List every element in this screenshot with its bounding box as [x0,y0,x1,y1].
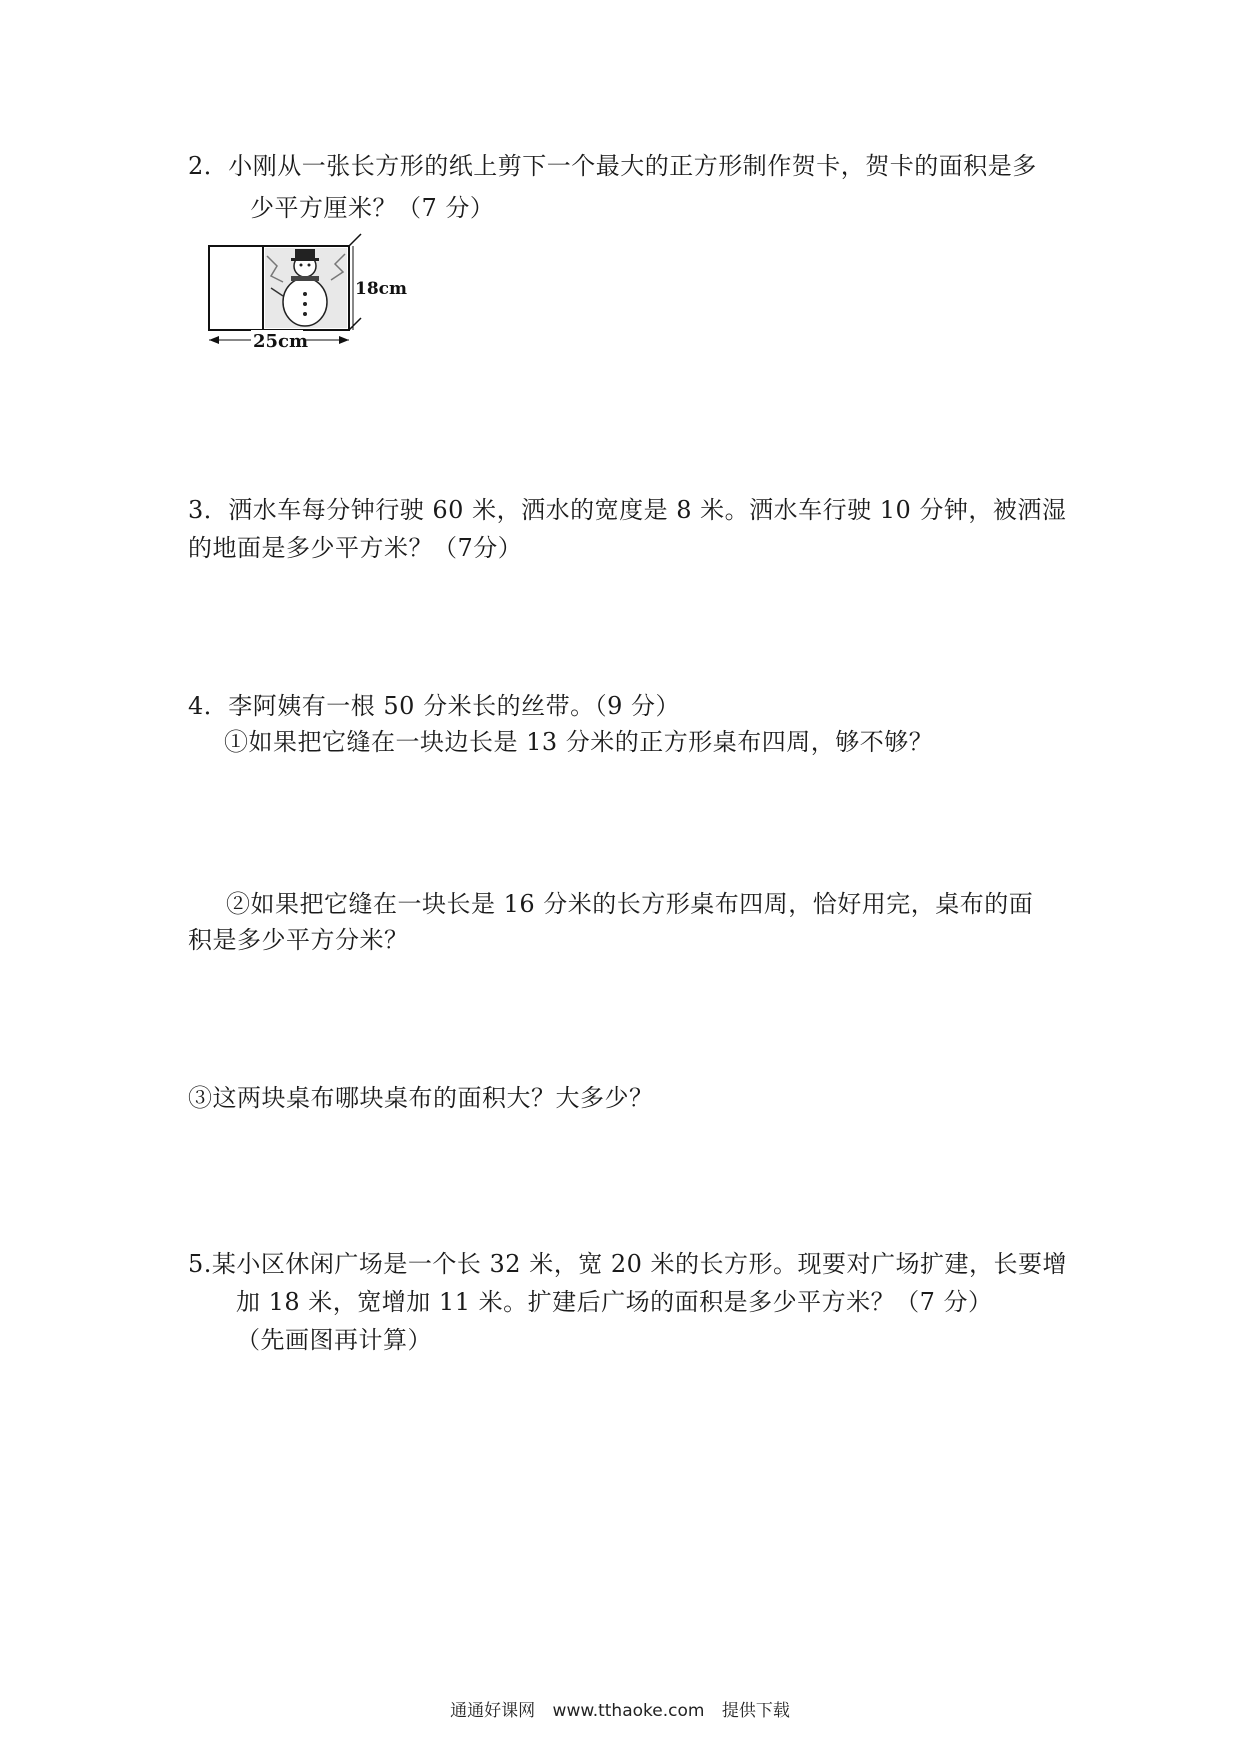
q5-line1: 5.某小区休闲广场是一个长 32 米，宽 20 米的长方形。现要对广场扩建，长要增 [188,1250,1067,1278]
footer-url[interactable]: www.tthaoke.com [552,1701,705,1721]
q4-sub2-line1: ②如果把它缝在一块长是 16 分米的长方形桌布四周，恰好用完，桌布的面 [226,890,1034,918]
width-label: 25cm [253,331,309,352]
height-label: 18cm [355,279,407,299]
footer-suffix: 提供下载 [721,1701,790,1721]
q3-line2: 的地面是多少平方米？（7分） [188,534,523,562]
footer [0,1696,1240,1721]
snowman-icon [265,248,347,328]
q2-line1: 2．小刚从一张长方形的纸上剪下一个最大的正方形制作贺卡，贺卡的面积是多 [188,152,1037,180]
footer-site-name: 通通好课网 [450,1701,536,1721]
q2-line2: 少平方厘米？（7 分） [250,194,495,222]
q5-line2: 加 18 米，宽增加 11 米。扩建后广场的面积是多少平方米？（7 分） [236,1288,993,1316]
q3-line1: 3．洒水车每分钟行驶 60 米，洒水的宽度是 8 米。洒水车行驶 10 分钟，被洒湿 [188,496,1067,524]
q4-sub3: ③这两块桌布哪块桌布的面积大？大多少？ [188,1084,654,1112]
q4-line1: 4．李阿姨有一根 50 分米长的丝带。（9 分） [188,692,680,720]
card-figure [205,232,407,360]
q5-line3: （先画图再计算） [236,1326,432,1354]
q4-sub1: ①如果把它缝在一块边长是 13 分米的正方形桌布四周，够不够？ [224,728,934,756]
q4-sub2-line2: 积是多少平方分米？ [188,926,409,954]
